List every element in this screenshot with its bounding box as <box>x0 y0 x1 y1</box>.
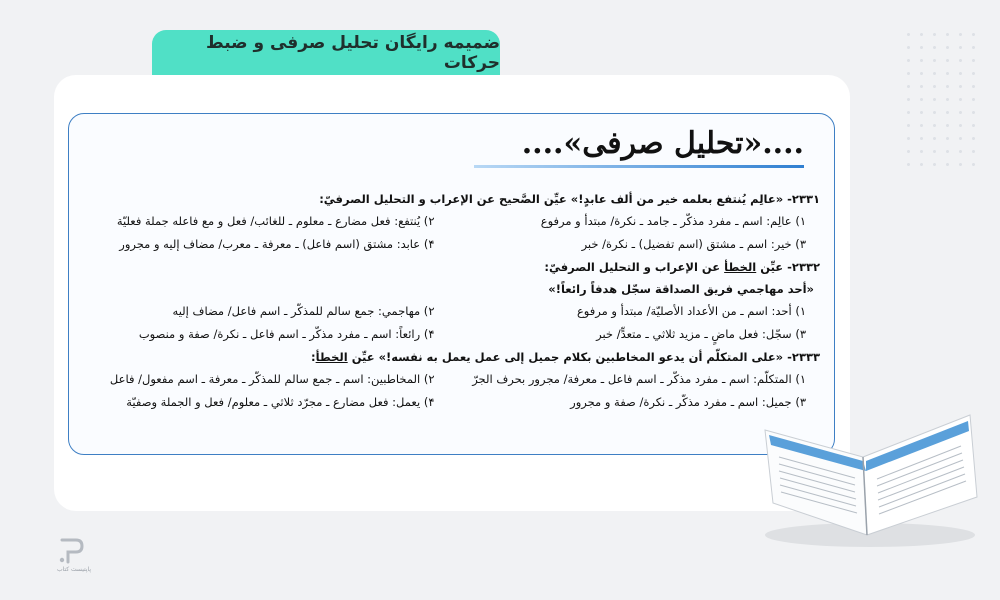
banner-title: ضمیمه رایگان تحلیل صرفی و ضبط حرکات <box>206 33 500 73</box>
option: ۴) يعمل: فعل مضارع ـ مجرّد ثلاثي ـ معلوم/ فعل و الجملة وصفيّة <box>126 395 435 409</box>
brand-logo-text: پاپتیست کتاب <box>56 566 92 573</box>
option-row <box>77 368 820 391</box>
question-number: ۲۳۳۱- <box>787 192 820 206</box>
emphasis-word: الخطأ <box>315 350 348 364</box>
emphasis-word: الخطأ <box>724 260 757 274</box>
option: ۲) المخاطبين: اسم ـ جمع سالم للمذكّر ـ معرفة ـ اسم مفعول/ فاعل <box>109 372 435 386</box>
questions-area <box>77 188 820 414</box>
option-row <box>77 210 820 233</box>
option-row <box>77 233 820 256</box>
option-row <box>77 391 820 414</box>
dot-pattern <box>902 28 982 168</box>
page-banner <box>152 30 500 76</box>
question-text: «عالِم يُنتفع بعلمه خير من ألف عابدٍ!» عيِّن الصَّحيح عن الإعراب و التحليل الصرفيّ: <box>319 192 784 206</box>
question-stem <box>77 256 820 278</box>
option: ۴) عابد: مشتق (اسم فاعل) ـ معرفة ـ معرب/ مضاف إليه و مجرور <box>119 237 435 251</box>
option: ۳) جميل: اسم ـ مفرد مذكّر ـ نكرة/ صفة و مجرور <box>570 395 806 409</box>
option: ۳) سجّل: فعل ماضٍ ـ مزيد ثلاثي ـ متعدٍّ/ خبر <box>596 327 806 341</box>
question-number: ۲۳۳۲- <box>787 260 820 274</box>
option: ۱) أحد: اسم ـ من الأعداد الأصليّة/ مبتدأ و مرفوع <box>576 304 806 318</box>
question-text: عيِّن <box>756 260 784 274</box>
exercise-frame <box>68 113 835 455</box>
section-heading: ....«تحلیل صرفی».... <box>521 126 804 161</box>
option-row <box>77 300 820 323</box>
option: ۱) عالِم: اسم ـ مفرد مذكّر ـ جامد ـ نكرة/ مبتدأ و مرفوع <box>540 214 806 228</box>
option: ۴) رائعاً: اسم ـ مفرد مذكّر ـ اسم فاعل ـ نكرة/ صفة و منصوب <box>138 327 435 341</box>
option: ۲) يُنتفع: فعل مضارع ـ معلوم ـ للغائب/ فعل و مع فاعله جملة فعليّة <box>116 214 435 228</box>
option-row <box>77 323 820 346</box>
option: ۳) خير: اسم ـ مشتق (اسم تفضيل) ـ نكرة/ خبر <box>581 237 806 251</box>
heading-underline <box>474 165 804 168</box>
open-book-illustration <box>745 385 985 555</box>
question-quote: «أحد مهاجمي فريق الصداقة سجّل هدفاً رائعاً!» <box>548 282 814 296</box>
question-text: : <box>311 350 316 364</box>
question-stem <box>77 188 820 210</box>
option: ۲) مهاجمي: جمع سالم للمذكّر ـ اسم فاعل/ مضاف إليه <box>172 304 435 318</box>
option: ۱) المتكلّم: اسم ـ مفرد مذكّر ـ اسم فاعل ـ معرفة/ مجرور بحرف الجرّ <box>472 372 806 386</box>
question-stem <box>77 346 820 368</box>
brand-logo-icon <box>50 530 94 570</box>
question-text: عن الإعراب و التحليل الصرفيّ: <box>544 260 725 274</box>
question-text: «على المتكلّم أن يدعو المخاطبين بكلام جميل إلى عمل يعمل به نفسه!» عيِّن <box>347 350 784 364</box>
question-number: ۲۳۳۳- <box>787 350 820 364</box>
